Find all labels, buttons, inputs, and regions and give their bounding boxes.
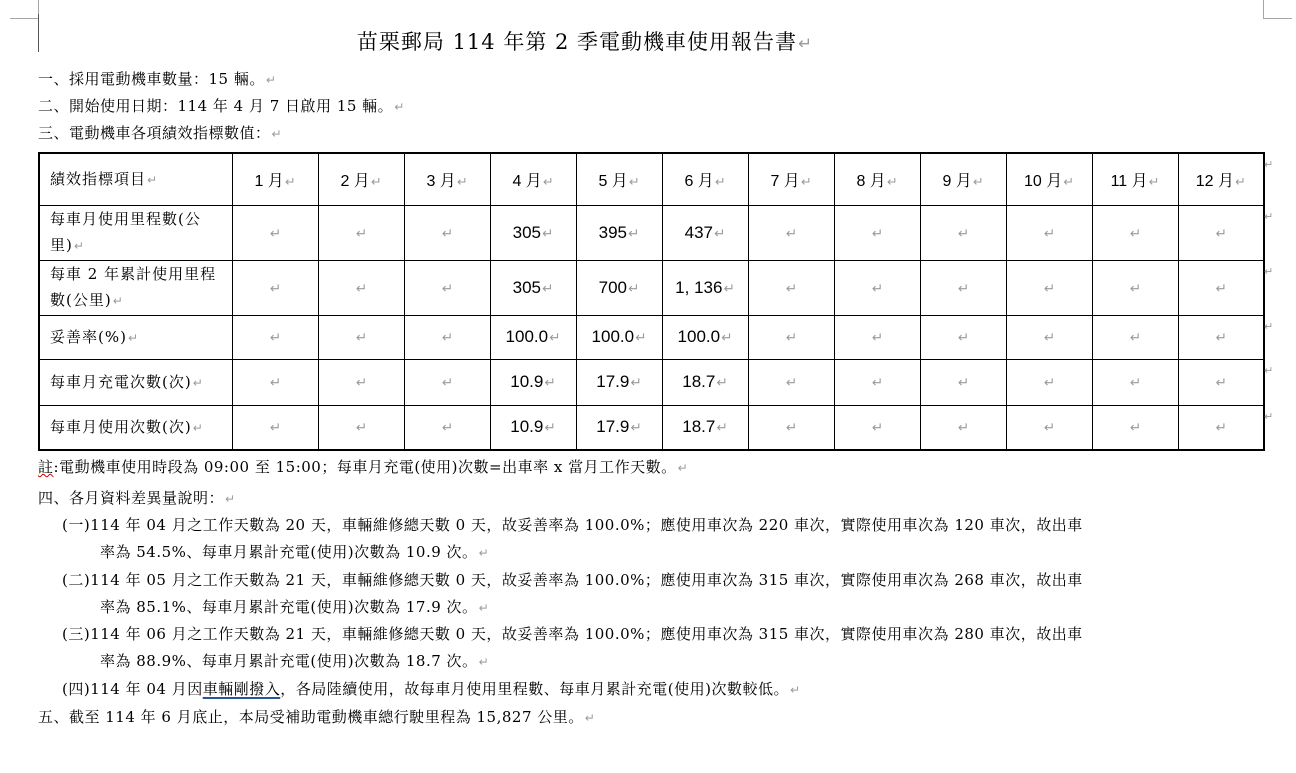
p1-line2-text: 率為 54.5%、每車月累計充電(使用)次數為 10.9 次。 bbox=[100, 543, 478, 561]
cell-end-mark-icon: ↵ bbox=[456, 174, 468, 190]
value-cell[interactable] bbox=[232, 205, 318, 260]
value-cell[interactable] bbox=[490, 359, 576, 405]
paragraph-mark-icon: ↵ bbox=[394, 100, 405, 114]
item-3-text: 三、電動機車各項績效指標數值： bbox=[38, 124, 271, 142]
cell-end-mark-icon: ↵ bbox=[544, 420, 556, 437]
value-cell[interactable] bbox=[490, 205, 576, 260]
value-cell[interactable] bbox=[1178, 260, 1264, 315]
value-cell[interactable] bbox=[1006, 260, 1092, 315]
cell-end-mark-icon: ↵ bbox=[721, 330, 733, 346]
value-cell[interactable] bbox=[1092, 205, 1178, 260]
row-label-cell[interactable] bbox=[39, 205, 232, 260]
header-cell-text: 9 月 bbox=[942, 172, 972, 190]
value-cell[interactable] bbox=[748, 205, 834, 260]
header-cell-month[interactable] bbox=[318, 153, 404, 205]
value-cell[interactable] bbox=[404, 205, 490, 260]
value-cell[interactable] bbox=[748, 260, 834, 315]
row-label-cell[interactable] bbox=[39, 315, 232, 359]
paragraph-mark-icon: ↵ bbox=[271, 127, 283, 141]
p3-line2-text: 率為 88.9%、每車月累計充電(使用)次數為 18.7 次。 bbox=[100, 652, 478, 670]
cell-end-mark-icon: ↵ bbox=[1215, 330, 1227, 346]
cell-end-mark-icon: ↵ bbox=[192, 375, 204, 390]
cell-end-mark-icon: ↵ bbox=[972, 174, 984, 190]
value-text: 100.0 bbox=[591, 327, 635, 346]
cell-end-mark-icon: ↵ bbox=[714, 174, 726, 190]
cell-end-mark-icon: ↵ bbox=[355, 225, 368, 242]
header-cell-text: 4 月 bbox=[512, 172, 542, 190]
paragraph-mark-icon: ↵ bbox=[677, 461, 689, 475]
cell-end-mark-icon: ↵ bbox=[716, 375, 728, 391]
row-label-cell[interactable] bbox=[39, 260, 232, 315]
paragraph-mark-icon: ↵ bbox=[798, 33, 814, 53]
cell-end-mark-icon: ↵ bbox=[627, 225, 640, 242]
value-cell[interactable] bbox=[920, 359, 1006, 405]
value-cell[interactable] bbox=[490, 260, 576, 315]
cell-end-mark-icon: ↵ bbox=[1235, 174, 1246, 190]
section-4-p2-line2[interactable] bbox=[100, 596, 489, 617]
value-cell[interactable] bbox=[232, 315, 318, 359]
cell-end-mark-icon: ↵ bbox=[871, 420, 884, 437]
cell-end-mark-icon: ↵ bbox=[542, 174, 554, 190]
cell-end-mark-icon: ↵ bbox=[1063, 174, 1074, 190]
p1-line1-text: (一)114 年 04 月之工作天數為 20 天，車輛維修總天數 0 天，故妥善率為 100.0%；應使用車次為 220 車次，實際使用車次為 120 車次，故出車 bbox=[62, 516, 1083, 534]
paragraph-mark-icon: ↵ bbox=[478, 601, 490, 615]
cell-end-mark-icon: ↵ bbox=[1129, 330, 1142, 346]
table-row bbox=[39, 315, 1264, 359]
section-4-heading-text: 四、各月資料差異量說明： bbox=[38, 489, 225, 507]
table-row bbox=[39, 405, 1264, 450]
header-cell-text: 1 月 bbox=[254, 172, 284, 190]
value-cell[interactable] bbox=[576, 205, 662, 260]
cell-end-mark-icon: ↵ bbox=[355, 420, 368, 437]
item-3[interactable] bbox=[38, 122, 282, 143]
cell-end-mark-icon: ↵ bbox=[635, 330, 647, 346]
value-cell[interactable] bbox=[1092, 315, 1178, 359]
value-text: 17.9 bbox=[596, 372, 630, 391]
cell-end-mark-icon: ↵ bbox=[147, 172, 159, 187]
value-text: 100.0 bbox=[677, 327, 721, 346]
header-cell-month[interactable] bbox=[662, 153, 748, 205]
header-cell-month[interactable] bbox=[834, 153, 920, 205]
cell-end-mark-icon: ↵ bbox=[192, 420, 204, 435]
header-cell-month[interactable] bbox=[404, 153, 490, 205]
value-text: 1, 136 bbox=[675, 277, 723, 297]
row-end-mark-icon: ↵ bbox=[1264, 158, 1274, 171]
cell-end-mark-icon: ↵ bbox=[957, 330, 970, 346]
cell-end-mark-icon: ↵ bbox=[785, 280, 798, 297]
value-cell[interactable] bbox=[1092, 405, 1178, 450]
value-cell[interactable] bbox=[576, 405, 662, 450]
value-cell[interactable] bbox=[748, 359, 834, 405]
row-label-text: 每車月使用次數(次) bbox=[50, 417, 192, 436]
value-cell[interactable] bbox=[1006, 359, 1092, 405]
cell-end-mark-icon: ↵ bbox=[549, 330, 561, 346]
row-label-cell[interactable] bbox=[39, 405, 232, 450]
header-cell-text: 2 月 bbox=[340, 172, 370, 190]
cell-end-mark-icon: ↵ bbox=[441, 375, 454, 391]
header-cell-text: 3 月 bbox=[426, 172, 456, 190]
page-corner-mark-right bbox=[1263, 0, 1292, 19]
header-cell-month[interactable] bbox=[1092, 153, 1178, 205]
value-cell[interactable] bbox=[404, 260, 490, 315]
header-cell-month[interactable] bbox=[748, 153, 834, 205]
value-text: 305 bbox=[512, 222, 541, 242]
cell-end-mark-icon: ↵ bbox=[871, 280, 884, 297]
table-header-row bbox=[39, 153, 1264, 205]
cell-end-mark-icon: ↵ bbox=[370, 174, 382, 190]
cell-end-mark-icon: ↵ bbox=[886, 174, 898, 190]
value-cell[interactable] bbox=[834, 315, 920, 359]
cell-end-mark-icon: ↵ bbox=[785, 330, 798, 346]
paragraph-mark-icon: ↵ bbox=[478, 546, 490, 560]
row-end-mark-icon: ↵ bbox=[1264, 265, 1274, 278]
value-text: 10.9 bbox=[510, 417, 544, 437]
header-cell-month[interactable] bbox=[1178, 153, 1264, 205]
cell-end-mark-icon: ↵ bbox=[112, 294, 124, 308]
section-4-p4[interactable] bbox=[62, 678, 801, 699]
value-cell[interactable] bbox=[318, 359, 404, 405]
section-4-p1-line2[interactable] bbox=[100, 541, 489, 562]
header-cell-text: 11 月 bbox=[1110, 172, 1148, 190]
value-cell[interactable] bbox=[1178, 315, 1264, 359]
cell-end-mark-icon: ↵ bbox=[541, 280, 554, 297]
cell-end-mark-icon: ↵ bbox=[1043, 280, 1056, 297]
value-cell[interactable] bbox=[232, 359, 318, 405]
cell-end-mark-icon: ↵ bbox=[1043, 420, 1056, 437]
paragraph-mark-icon: ↵ bbox=[265, 73, 277, 87]
value-cell[interactable] bbox=[576, 315, 662, 359]
cell-end-mark-icon: ↵ bbox=[441, 280, 454, 297]
value-cell[interactable] bbox=[662, 205, 748, 260]
cell-end-mark-icon: ↵ bbox=[716, 420, 728, 437]
value-cell[interactable] bbox=[748, 405, 834, 450]
cell-end-mark-icon: ↵ bbox=[541, 225, 554, 242]
table-row bbox=[39, 205, 1264, 260]
header-cell-text: 6 月 bbox=[684, 172, 714, 190]
note-line[interactable] bbox=[38, 456, 688, 477]
value-cell[interactable] bbox=[748, 315, 834, 359]
kpi-table[interactable] bbox=[38, 152, 1265, 451]
cell-end-mark-icon: ↵ bbox=[1215, 375, 1227, 391]
value-cell[interactable] bbox=[834, 205, 920, 260]
cell-end-mark-icon: ↵ bbox=[269, 375, 282, 391]
cell-end-mark-icon: ↵ bbox=[1043, 330, 1056, 346]
section-4-p1-line1[interactable] bbox=[62, 514, 1083, 535]
p4-post-text: ，各局陸續使用，故每車月使用里程數、每車月累計充電(使用)次數較低。 bbox=[280, 680, 789, 698]
document-title[interactable] bbox=[0, 26, 1170, 56]
value-text: 17.9 bbox=[596, 417, 630, 437]
section-4-p3-line2[interactable] bbox=[100, 650, 489, 671]
value-cell[interactable] bbox=[1178, 405, 1264, 450]
value-cell[interactable] bbox=[490, 405, 576, 450]
cell-end-mark-icon: ↵ bbox=[355, 330, 368, 346]
cell-end-mark-icon: ↵ bbox=[269, 330, 282, 346]
value-text: 10.9 bbox=[510, 372, 544, 391]
value-cell[interactable] bbox=[662, 405, 748, 450]
value-cell[interactable] bbox=[662, 359, 748, 405]
section-4-p2-line1[interactable] bbox=[62, 569, 1083, 590]
item-5[interactable] bbox=[38, 706, 595, 727]
cell-end-mark-icon: ↵ bbox=[785, 225, 798, 242]
value-cell[interactable] bbox=[232, 260, 318, 315]
value-text: 18.7 bbox=[682, 372, 716, 391]
note-prefix: 註 bbox=[38, 458, 54, 476]
value-text: 100.0 bbox=[505, 327, 549, 346]
paragraph-mark-icon: ↵ bbox=[225, 492, 236, 506]
cell-end-mark-icon: ↵ bbox=[871, 225, 884, 242]
p2-line2-text: 率為 85.1%、每車月累計充電(使用)次數為 17.9 次。 bbox=[100, 598, 478, 616]
cell-end-mark-icon: ↵ bbox=[544, 375, 556, 391]
item-2[interactable] bbox=[38, 95, 405, 116]
value-cell[interactable] bbox=[1006, 315, 1092, 359]
value-cell[interactable] bbox=[1006, 405, 1092, 450]
cell-end-mark-icon: ↵ bbox=[1148, 174, 1160, 190]
item-1[interactable] bbox=[38, 68, 276, 89]
header-cell-text: 8 月 bbox=[856, 172, 886, 190]
cell-end-mark-icon: ↵ bbox=[1129, 280, 1142, 297]
p3-line1-text: (三)114 年 06 月之工作天數為 21 天，車輛維修總天數 0 天，故妥善率為 100.0%；應使用車次為 315 車次，實際使用車次為 280 車次，故出車 bbox=[62, 625, 1083, 643]
row-label-text: 每車 2 年累計使用里程數(公里) bbox=[50, 265, 217, 309]
cell-end-mark-icon: ↵ bbox=[1129, 375, 1142, 391]
cell-end-mark-icon: ↵ bbox=[441, 330, 454, 346]
value-cell[interactable] bbox=[920, 315, 1006, 359]
title-text: 苗栗郵局 114 年第 2 季電動機車使用報告書 bbox=[356, 30, 798, 54]
cell-end-mark-icon: ↵ bbox=[800, 174, 812, 190]
value-cell[interactable] bbox=[576, 260, 662, 315]
header-cell-item[interactable] bbox=[39, 153, 232, 205]
cell-end-mark-icon: ↵ bbox=[269, 280, 282, 297]
header-cell-month[interactable] bbox=[1006, 153, 1092, 205]
row-label-cell[interactable] bbox=[39, 359, 232, 405]
cell-end-mark-icon: ↵ bbox=[957, 375, 970, 391]
row-label-text: 每車月充電次數(次) bbox=[50, 372, 192, 391]
header-cell-text: 7 月 bbox=[770, 172, 800, 190]
cell-end-mark-icon: ↵ bbox=[627, 280, 640, 297]
p4-pre-text: (四)114 年 04 月因 bbox=[62, 680, 203, 698]
row-end-mark-icon: ↵ bbox=[1264, 410, 1274, 423]
value-text: 305 bbox=[512, 277, 541, 297]
page-corner-mark-left bbox=[10, 0, 39, 19]
value-cell[interactable] bbox=[1178, 359, 1264, 405]
paragraph-mark-icon: ↵ bbox=[584, 711, 596, 725]
value-text: 700 bbox=[598, 277, 627, 297]
note-text: :電動機車使用時段為 09:00 至 15:00；每車月充電(使用)次數=出車率 x 當月工作天數。 bbox=[53, 458, 677, 476]
cell-end-mark-icon: ↵ bbox=[871, 330, 884, 346]
value-cell[interactable] bbox=[318, 260, 404, 315]
value-cell[interactable] bbox=[662, 315, 748, 359]
cell-end-mark-icon: ↵ bbox=[355, 375, 368, 391]
value-cell[interactable] bbox=[920, 260, 1006, 315]
cell-end-mark-icon: ↵ bbox=[723, 280, 735, 297]
cell-end-mark-icon: ↵ bbox=[1215, 280, 1227, 297]
value-cell[interactable] bbox=[318, 405, 404, 450]
item-5-text: 五、截至 114 年 6 月底止，本局受補助電動機車總行駛里程為 15,827 公里。 bbox=[38, 708, 584, 726]
value-text: 18.7 bbox=[682, 417, 716, 437]
cell-end-mark-icon: ↵ bbox=[355, 280, 368, 297]
header-cell-text: 10 月 bbox=[1024, 172, 1063, 190]
value-cell[interactable] bbox=[662, 260, 748, 315]
value-cell[interactable] bbox=[1178, 205, 1264, 260]
row-label-text: 妥善率(%) bbox=[50, 327, 127, 346]
cell-end-mark-icon: ↵ bbox=[871, 375, 884, 391]
cell-end-mark-icon: ↵ bbox=[441, 225, 454, 242]
value-cell[interactable] bbox=[834, 405, 920, 450]
row-end-mark-icon: ↵ bbox=[1264, 320, 1274, 333]
value-cell[interactable] bbox=[834, 359, 920, 405]
value-cell[interactable] bbox=[920, 205, 1006, 260]
cell-end-mark-icon: ↵ bbox=[269, 420, 282, 437]
cell-end-mark-icon: ↵ bbox=[1129, 420, 1142, 437]
value-cell[interactable] bbox=[404, 315, 490, 359]
value-text: 395 bbox=[598, 222, 627, 242]
value-cell[interactable] bbox=[834, 260, 920, 315]
paragraph-mark-icon: ↵ bbox=[478, 655, 490, 669]
paragraph-mark-icon: ↵ bbox=[789, 683, 801, 697]
header-cell-text: 績效指標項目 bbox=[50, 169, 147, 188]
value-cell[interactable] bbox=[318, 315, 404, 359]
row-end-mark-icon: ↵ bbox=[1264, 210, 1274, 223]
cell-end-mark-icon: ↵ bbox=[73, 239, 85, 253]
cell-end-mark-icon: ↵ bbox=[957, 225, 970, 242]
header-cell-text: 5 月 bbox=[598, 172, 628, 190]
cell-end-mark-icon: ↵ bbox=[441, 420, 454, 437]
section-4-heading[interactable] bbox=[38, 487, 236, 508]
cell-end-mark-icon: ↵ bbox=[1043, 225, 1056, 242]
value-cell[interactable] bbox=[404, 359, 490, 405]
item-2-text: 二、開始使用日期：114 年 4 月 7 日啟用 15 輛。 bbox=[38, 97, 394, 115]
header-cell-month[interactable] bbox=[232, 153, 318, 205]
value-cell[interactable] bbox=[318, 205, 404, 260]
table-row bbox=[39, 260, 1264, 315]
cell-end-mark-icon: ↵ bbox=[630, 375, 642, 391]
row-end-mark-icon: ↵ bbox=[1264, 364, 1274, 377]
table-row bbox=[39, 359, 1264, 405]
value-cell[interactable] bbox=[490, 315, 576, 359]
cell-end-mark-icon: ↵ bbox=[269, 225, 282, 242]
cell-end-mark-icon: ↵ bbox=[630, 420, 642, 437]
value-cell[interactable] bbox=[1006, 205, 1092, 260]
value-cell[interactable] bbox=[920, 405, 1006, 450]
header-cell-month[interactable] bbox=[576, 153, 662, 205]
cell-end-mark-icon: ↵ bbox=[785, 420, 798, 437]
p2-line1-text: (二)114 年 05 月之工作天數為 21 天，車輛維修總天數 0 天，故妥善率為 100.0%；應使用車次為 315 車次，實際使用車次為 268 車次，故出車 bbox=[62, 571, 1083, 589]
cell-end-mark-icon: ↵ bbox=[1215, 225, 1227, 242]
section-4-p3-line1[interactable] bbox=[62, 623, 1083, 644]
cell-end-mark-icon: ↵ bbox=[957, 420, 970, 437]
value-cell[interactable] bbox=[1092, 260, 1178, 315]
cell-end-mark-icon: ↵ bbox=[1043, 375, 1056, 391]
value-cell[interactable] bbox=[576, 359, 662, 405]
cell-end-mark-icon: ↵ bbox=[127, 330, 140, 345]
header-cell-text: 12 月 bbox=[1195, 172, 1234, 190]
cell-end-mark-icon: ↵ bbox=[284, 174, 296, 190]
header-cell-month[interactable] bbox=[920, 153, 1006, 205]
row-label-text: 每車月使用里程數(公里) bbox=[50, 210, 201, 254]
value-cell[interactable] bbox=[404, 405, 490, 450]
value-cell[interactable] bbox=[232, 405, 318, 450]
p4-underlined-text: 車輛剛撥入 bbox=[202, 680, 281, 698]
value-cell[interactable] bbox=[1092, 359, 1178, 405]
item-1-text: 一、採用電動機車數量：15 輛。 bbox=[38, 70, 265, 88]
header-cell-month[interactable] bbox=[490, 153, 576, 205]
cell-end-mark-icon: ↵ bbox=[957, 280, 970, 297]
cell-end-mark-icon: ↵ bbox=[713, 225, 726, 242]
cell-end-mark-icon: ↵ bbox=[628, 174, 640, 190]
cell-end-mark-icon: ↵ bbox=[1215, 420, 1227, 437]
cell-end-mark-icon: ↵ bbox=[785, 375, 798, 391]
cell-end-mark-icon: ↵ bbox=[1129, 225, 1142, 242]
value-text: 437 bbox=[684, 222, 713, 242]
